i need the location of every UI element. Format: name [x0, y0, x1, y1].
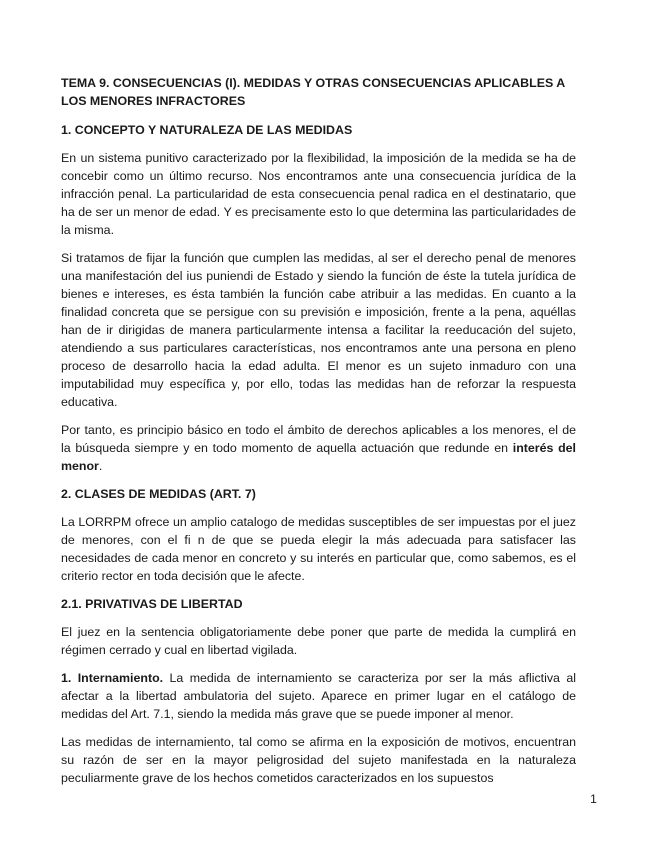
section-heading-privativas: 2.1. PRIVATIVAS DE LIBERTAD — [61, 597, 243, 611]
paragraph-text: Por tanto, es principio básico en todo el ámbito de derechos aplicables a los menores, el de la búsqueda siempre y en todo momento de aquella actuación que redunde en — [61, 423, 576, 455]
paragraph-text: La medida de internamiento se caracteriza por ser la más aflictiva al afectar a la libertad ambulatoria del sujeto. Aparece en primer lugar en el catálogo de medidas del Art. 7.1, siendo la medida más grave que se puede imponer al menor. — [61, 671, 576, 721]
term-internamiento: 1. Internamiento. — [61, 671, 164, 685]
paragraph-internamiento — [61, 669, 576, 723]
paragraph-concepto-1: En un sistema punitivo caracterizado por la flexibilidad, la imposición de la medida se ha de concebir como un último recurso. Nos encontramos ante una consecuencia jurídica de la infracción penal. La particularidad de esta consecuencia penal radica en el destinatario, que ha de ser un menor de edad. Y es precisamente esto lo que determina las particularidades de la misma. — [61, 151, 576, 237]
paragraph-concepto-3 — [61, 421, 576, 475]
paragraph-privativas-3: Las medidas de internamiento, tal como se afirma en la exposición de motivos, encuentran su razón de ser en la mayor peligrosidad del sujeto manifestada en la naturaleza peculiarmente grave de los hechos cometidos caracterizados en los supuestos — [61, 735, 576, 785]
paragraph-concepto-2: Si tratamos de fijar la función que cumplen las medidas, al ser el derecho penal de menores una manifestación del ius puniendi de Estado y siendo la función de éste la tutela jurídica de bienes e intereses, es ésta también la función cabe atribuir a las medidas. En cuanto a la finalidad concreta que se persigue con su previsión e imposición, frente a la pena, aquéllas han de ir dirigidas de manera particularmente intensa a facilitar la reeducación del sujeto, atendiendo a sus particulares características, nos encontramos ante una persona en pleno proceso de desarrollo hacia la edad adulta. El menor es un sujeto inmaduro con una imputabilidad muy específica y, por ello, todas las medidas han de reforzar la respuesta educativa. — [61, 251, 576, 409]
page-number: 1 — [590, 792, 597, 806]
section-heading-clases: 2. CLASES DE MEDIDAS (ART. 7) — [61, 487, 256, 501]
paragraph-end: . — [98, 459, 103, 473]
paragraph-clases-1: La LORRPM ofrece un amplio catalogo de medidas susceptibles de ser impuestas por el juez de menores, con el fi n de que se pueda elegir la más adecuada para satisfacer las necesidades de cada menor en concreto y su interés en particular que, como sabemos, es el criterio rector en toda decisión que le afecte. — [61, 515, 576, 583]
paragraph-privativas-1: El juez en la sentencia obligatoriamente debe poner que parte de medida la cumplirá en régimen cerrado y cual en libertad vigilada. — [61, 625, 576, 657]
emphasis-interes-menor: interés del menor — [61, 441, 576, 473]
document-title: TEMA 9. CONSECUENCIAS (I). MEDIDAS Y OTRAS CONSECUENCIAS APLICABLES A LOS MENORES INFRACTORES — [61, 76, 565, 108]
section-heading-concepto: 1. CONCEPTO Y NATURALEZA DE LAS MEDIDAS — [61, 123, 353, 137]
